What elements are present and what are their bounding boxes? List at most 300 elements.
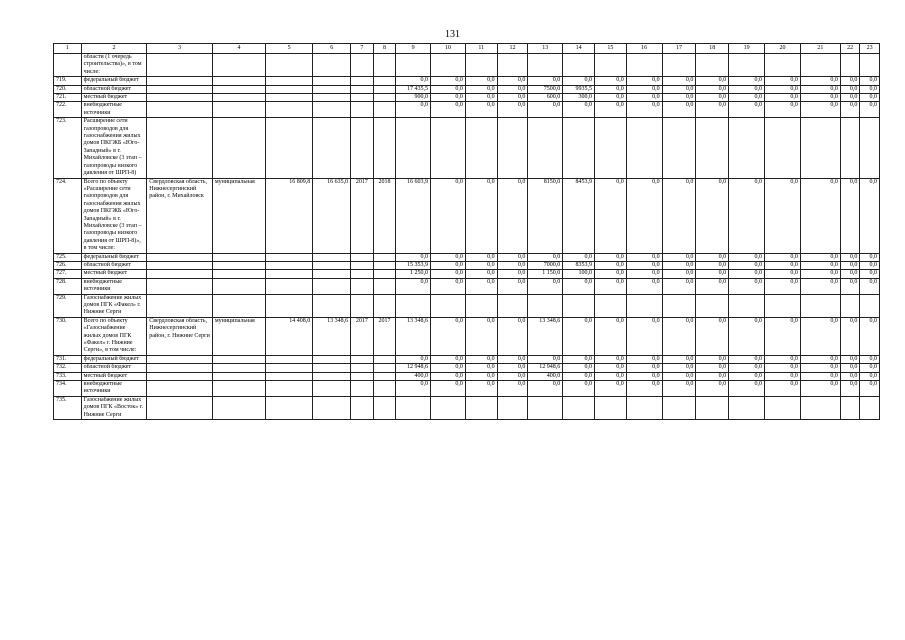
ownership-cell: муниципальная xyxy=(212,317,265,355)
column-header: 12 xyxy=(497,44,528,54)
amount-cell: 0,0 xyxy=(465,278,497,294)
amount-cell: 900,0 xyxy=(396,94,431,102)
amount-cell: 0,0 xyxy=(497,270,528,278)
amount-cell xyxy=(431,396,466,419)
end-year-cell xyxy=(373,54,396,77)
ownership-cell xyxy=(212,278,265,294)
amount-cell: 0,0 xyxy=(497,278,528,294)
amount-cell: 0,0 xyxy=(431,270,466,278)
name-cell: внебюджетные источники xyxy=(81,381,147,397)
location-cell xyxy=(147,396,213,419)
end-year-cell xyxy=(373,372,396,380)
amount-cell: 13 348,6 xyxy=(396,317,431,355)
amount-cell xyxy=(563,118,595,178)
amount-cell: 0,0 xyxy=(594,372,626,380)
amount-cell: 0,0 xyxy=(626,94,662,102)
amount-cell: 1 250,0 xyxy=(396,270,431,278)
amount-cell: 7500,0 xyxy=(528,85,563,93)
amount-cell: 0,0 xyxy=(594,261,626,269)
amount-cell: 0,0 xyxy=(497,381,528,397)
amount-cell: 0,0 xyxy=(860,278,880,294)
amount-cell: 0,0 xyxy=(860,261,880,269)
amount-cell: 0,0 xyxy=(696,253,729,261)
amount-cell: 0,0 xyxy=(563,372,595,380)
amount-cell xyxy=(594,118,626,178)
column-header: 4 xyxy=(212,44,265,54)
amount-cell: 0,0 xyxy=(860,253,880,261)
amount-cell xyxy=(840,118,859,178)
name-cell: областной бюджет xyxy=(81,364,147,372)
amount-cell: 0,0 xyxy=(800,372,840,380)
amount-cell: 0,0 xyxy=(431,355,466,363)
amount-cell: 0,0 xyxy=(497,364,528,372)
total-cost-cell xyxy=(266,102,313,118)
amount-cell xyxy=(696,54,729,77)
name-cell: федеральный бюджет xyxy=(81,355,147,363)
amount-cell: 0,0 xyxy=(729,178,765,253)
amount-cell: 0,0 xyxy=(800,85,840,93)
amount-cell: 0,0 xyxy=(840,261,859,269)
amount-cell xyxy=(594,396,626,419)
amount-cell: 0,0 xyxy=(431,94,466,102)
ownership-cell xyxy=(212,261,265,269)
amount-cell: 0,0 xyxy=(800,381,840,397)
amount-cell: 12 948,6 xyxy=(528,364,563,372)
end-year-cell: 2018 xyxy=(373,178,396,253)
column-header: 8 xyxy=(373,44,396,54)
amount-cell: 0,0 xyxy=(800,355,840,363)
amount-cell: 0,0 xyxy=(594,355,626,363)
amount-cell: 0,0 xyxy=(662,355,696,363)
table-row xyxy=(54,261,880,269)
amount-cell: 0,0 xyxy=(528,77,563,85)
amount-cell: 0,0 xyxy=(528,355,563,363)
total-cost-cell xyxy=(266,77,313,85)
amount-cell: 0,0 xyxy=(497,372,528,380)
amount-cell: 0,0 xyxy=(860,381,880,397)
column-header: 21 xyxy=(800,44,840,54)
amount-cell: 0,0 xyxy=(626,372,662,380)
ownership-cell xyxy=(212,372,265,380)
amount-cell: 0,0 xyxy=(465,270,497,278)
amount-cell: 0,0 xyxy=(563,253,595,261)
remaining-cost-cell xyxy=(313,294,351,317)
amount-cell: 0,0 xyxy=(662,364,696,372)
amount-cell: 0,0 xyxy=(594,102,626,118)
remaining-cost-cell xyxy=(313,253,351,261)
amount-cell: 0,0 xyxy=(800,270,840,278)
amount-cell: 0,0 xyxy=(626,85,662,93)
table-row xyxy=(54,253,880,261)
ownership-cell xyxy=(212,77,265,85)
amount-cell: 0,0 xyxy=(497,261,528,269)
amount-cell xyxy=(800,118,840,178)
amount-cell: 0,0 xyxy=(465,261,497,269)
table-row xyxy=(54,102,880,118)
amount-cell xyxy=(765,118,801,178)
name-cell: областной бюджет xyxy=(81,85,147,93)
amount-cell: 0,0 xyxy=(626,317,662,355)
amount-cell xyxy=(696,294,729,317)
amount-cell: 0,0 xyxy=(431,77,466,85)
location-cell xyxy=(147,118,213,178)
amount-cell: 0,0 xyxy=(800,364,840,372)
name-cell: местный бюджет xyxy=(81,270,147,278)
amount-cell: 0,0 xyxy=(765,178,801,253)
amount-cell: 0,0 xyxy=(662,94,696,102)
amount-cell: 0,0 xyxy=(729,372,765,380)
location-cell xyxy=(147,261,213,269)
row-number-cell: 725. xyxy=(54,253,82,261)
ownership-cell xyxy=(212,381,265,397)
amount-cell: 0,0 xyxy=(765,355,801,363)
amount-cell: 0,0 xyxy=(765,278,801,294)
amount-cell: 0,0 xyxy=(626,253,662,261)
amount-cell xyxy=(465,54,497,77)
table-row xyxy=(54,118,880,178)
amount-cell: 8353,9 xyxy=(563,261,595,269)
row-number-cell: 723. xyxy=(54,118,82,178)
column-header: 3 xyxy=(147,44,213,54)
amount-cell: 0,0 xyxy=(528,253,563,261)
row-number-cell: 720. xyxy=(54,85,82,93)
total-cost-cell xyxy=(266,381,313,397)
row-number-cell: 724. xyxy=(54,178,82,253)
amount-cell xyxy=(431,294,466,317)
amount-cell: 0,0 xyxy=(563,317,595,355)
ownership-cell xyxy=(212,294,265,317)
amount-cell: 0,0 xyxy=(800,178,840,253)
amount-cell: 0,0 xyxy=(840,355,859,363)
amount-cell: 0,0 xyxy=(696,355,729,363)
amount-cell: 0,0 xyxy=(528,102,563,118)
amount-cell xyxy=(396,294,431,317)
amount-cell: 0,0 xyxy=(840,317,859,355)
amount-cell xyxy=(497,118,528,178)
start-year-cell xyxy=(351,54,374,77)
column-header: 1 xyxy=(54,44,82,54)
amount-cell: 12 948,6 xyxy=(396,364,431,372)
remaining-cost-cell xyxy=(313,381,351,397)
amount-cell: 7000,0 xyxy=(528,261,563,269)
amount-cell xyxy=(528,396,563,419)
amount-cell: 0,0 xyxy=(729,253,765,261)
amount-cell: 0,0 xyxy=(860,317,880,355)
amount-cell xyxy=(563,396,595,419)
location-cell xyxy=(147,54,213,77)
end-year-cell xyxy=(373,355,396,363)
name-cell: области (1 очередь строительства)», в том числе: xyxy=(81,54,147,77)
amount-cell: 0,0 xyxy=(860,355,880,363)
amount-cell: 0,0 xyxy=(626,381,662,397)
ownership-cell: муниципальная xyxy=(212,178,265,253)
amount-cell xyxy=(800,294,840,317)
amount-cell: 0,0 xyxy=(662,102,696,118)
location-cell xyxy=(147,253,213,261)
amount-cell xyxy=(696,118,729,178)
total-cost-cell xyxy=(266,372,313,380)
name-cell: федеральный бюджет xyxy=(81,253,147,261)
amount-cell: 0,0 xyxy=(840,102,859,118)
amount-cell: 0,0 xyxy=(396,102,431,118)
amount-cell: 0,0 xyxy=(594,381,626,397)
amount-cell xyxy=(465,118,497,178)
amount-cell: 16 603,9 xyxy=(396,178,431,253)
amount-cell: 0,0 xyxy=(765,253,801,261)
row-number-cell: 726. xyxy=(54,261,82,269)
table-row xyxy=(54,178,880,253)
amount-cell: 0,0 xyxy=(840,364,859,372)
amount-cell xyxy=(594,294,626,317)
amount-cell: 0,0 xyxy=(594,253,626,261)
amount-cell xyxy=(729,294,765,317)
start-year-cell xyxy=(351,372,374,380)
amount-cell: 0,0 xyxy=(594,85,626,93)
amount-cell: 0,0 xyxy=(840,253,859,261)
amount-cell: 0,0 xyxy=(840,278,859,294)
remaining-cost-cell xyxy=(313,270,351,278)
start-year-cell xyxy=(351,381,374,397)
amount-cell: 0,0 xyxy=(626,102,662,118)
start-year-cell xyxy=(351,396,374,419)
amount-cell: 0,0 xyxy=(800,94,840,102)
table-row xyxy=(54,396,880,419)
name-cell: местный бюджет xyxy=(81,372,147,380)
amount-cell: 0,0 xyxy=(840,381,859,397)
amount-cell xyxy=(729,396,765,419)
amount-cell: 0,0 xyxy=(765,364,801,372)
amount-cell: 0,0 xyxy=(860,372,880,380)
amount-cell: 0,0 xyxy=(465,381,497,397)
end-year-cell xyxy=(373,381,396,397)
amount-cell xyxy=(765,54,801,77)
end-year-cell xyxy=(373,278,396,294)
amount-cell: 0,0 xyxy=(594,178,626,253)
amount-cell xyxy=(528,294,563,317)
amount-cell xyxy=(497,396,528,419)
end-year-cell xyxy=(373,261,396,269)
column-header: 16 xyxy=(626,44,662,54)
amount-cell: 0,0 xyxy=(431,317,466,355)
location-cell: Свердловская область, Нижнесергинский район, г. Нижние Серги xyxy=(147,317,213,355)
amount-cell xyxy=(860,294,880,317)
name-cell: местный бюджет xyxy=(81,94,147,102)
name-cell: Расширение сети газопроводов для газоснабжения жилых домов ПКГЖБ «Юго-Западный» в г. Михайловске (3 этап – газопроводы низкого давления от ШРП-8) xyxy=(81,118,147,178)
amount-cell xyxy=(765,396,801,419)
amount-cell: 0,0 xyxy=(765,77,801,85)
amount-cell xyxy=(765,294,801,317)
amount-cell: 0,0 xyxy=(860,178,880,253)
ownership-cell xyxy=(212,364,265,372)
amount-cell: 0,0 xyxy=(800,102,840,118)
amount-cell: 0,0 xyxy=(465,178,497,253)
ownership-cell xyxy=(212,396,265,419)
amount-cell: 0,0 xyxy=(696,278,729,294)
amount-cell xyxy=(563,294,595,317)
name-cell: Газоснабжение жилых домов ПГК «Факел» г. Нижние Серги xyxy=(81,294,147,317)
row-number-cell: 719. xyxy=(54,77,82,85)
amount-cell: 8150,0 xyxy=(528,178,563,253)
table-row xyxy=(54,364,880,372)
ownership-cell xyxy=(212,270,265,278)
amount-cell: 0,0 xyxy=(662,270,696,278)
start-year-cell: 2017 xyxy=(351,178,374,253)
amount-cell xyxy=(528,54,563,77)
row-number-cell: 734. xyxy=(54,381,82,397)
amount-cell: 0,0 xyxy=(662,372,696,380)
amount-cell xyxy=(840,54,859,77)
amount-cell: 0,0 xyxy=(696,102,729,118)
amount-cell xyxy=(594,54,626,77)
amount-cell: 0,0 xyxy=(662,261,696,269)
amount-cell: 0,0 xyxy=(626,261,662,269)
amount-cell: 0,0 xyxy=(800,278,840,294)
amount-cell: 0,0 xyxy=(729,381,765,397)
location-cell xyxy=(147,77,213,85)
amount-cell xyxy=(840,294,859,317)
amount-cell: 0,0 xyxy=(431,364,466,372)
amount-cell: 0,0 xyxy=(696,381,729,397)
amount-cell: 0,0 xyxy=(696,261,729,269)
name-cell: внебюджетные источники xyxy=(81,278,147,294)
amount-cell: 0,0 xyxy=(840,85,859,93)
start-year-cell xyxy=(351,294,374,317)
amount-cell: 0,0 xyxy=(431,178,466,253)
amount-cell xyxy=(626,396,662,419)
total-cost-cell xyxy=(266,278,313,294)
location-cell: Свердловская область, Нижнесергинский район, г. Михайловск xyxy=(147,178,213,253)
ownership-cell xyxy=(212,253,265,261)
amount-cell: 0,0 xyxy=(662,77,696,85)
amount-cell: 0,0 xyxy=(696,372,729,380)
amount-cell: 0,0 xyxy=(497,94,528,102)
amount-cell: 100,0 xyxy=(563,270,595,278)
remaining-cost-cell xyxy=(313,364,351,372)
ownership-cell xyxy=(212,85,265,93)
amount-cell: 0,0 xyxy=(765,317,801,355)
amount-cell xyxy=(860,118,880,178)
amount-cell: 0,0 xyxy=(465,102,497,118)
amount-cell: 0,0 xyxy=(696,364,729,372)
amount-cell xyxy=(431,54,466,77)
start-year-cell xyxy=(351,94,374,102)
remaining-cost-cell xyxy=(313,54,351,77)
amount-cell: 0,0 xyxy=(626,355,662,363)
amount-cell: 9935,5 xyxy=(563,85,595,93)
amount-cell: 0,0 xyxy=(594,77,626,85)
name-cell: федеральный бюджет xyxy=(81,77,147,85)
total-cost-cell xyxy=(266,270,313,278)
amount-cell xyxy=(626,118,662,178)
amount-cell: 0,0 xyxy=(860,364,880,372)
start-year-cell xyxy=(351,77,374,85)
amount-cell xyxy=(396,54,431,77)
column-header: 19 xyxy=(729,44,765,54)
amount-cell: 400,0 xyxy=(528,372,563,380)
column-header: 9 xyxy=(396,44,431,54)
amount-cell: 0,0 xyxy=(626,270,662,278)
amount-cell: 0,0 xyxy=(729,364,765,372)
amount-cell: 0,0 xyxy=(431,381,466,397)
total-cost-cell xyxy=(266,355,313,363)
location-cell xyxy=(147,355,213,363)
start-year-cell xyxy=(351,118,374,178)
amount-cell: 0,0 xyxy=(662,381,696,397)
amount-cell: 0,0 xyxy=(696,85,729,93)
table-row xyxy=(54,54,880,77)
amount-cell: 0,0 xyxy=(765,94,801,102)
amount-cell: 0,0 xyxy=(765,261,801,269)
amount-cell: 0,0 xyxy=(662,317,696,355)
amount-cell: 0,0 xyxy=(497,77,528,85)
amount-cell: 15 353,9 xyxy=(396,261,431,269)
location-cell xyxy=(147,294,213,317)
amount-cell: 0,0 xyxy=(497,317,528,355)
remaining-cost-cell xyxy=(313,102,351,118)
location-cell xyxy=(147,372,213,380)
amount-cell: 0,0 xyxy=(626,364,662,372)
amount-cell: 0,0 xyxy=(528,278,563,294)
start-year-cell xyxy=(351,261,374,269)
remaining-cost-cell xyxy=(313,85,351,93)
total-cost-cell xyxy=(266,294,313,317)
amount-cell: 0,0 xyxy=(396,278,431,294)
amount-cell: 0,0 xyxy=(729,261,765,269)
amount-cell: 0,0 xyxy=(563,381,595,397)
row-number-cell: 722. xyxy=(54,102,82,118)
end-year-cell: 2017 xyxy=(373,317,396,355)
amount-cell: 0,0 xyxy=(765,381,801,397)
page-number: 131 xyxy=(445,29,460,40)
header-row xyxy=(54,44,880,54)
amount-cell xyxy=(497,54,528,77)
amount-cell: 0,0 xyxy=(465,317,497,355)
amount-cell xyxy=(396,118,431,178)
amount-cell: 0,0 xyxy=(729,270,765,278)
amount-cell xyxy=(840,396,859,419)
start-year-cell xyxy=(351,270,374,278)
amount-cell: 0,0 xyxy=(765,270,801,278)
amount-cell: 0,0 xyxy=(563,355,595,363)
amount-cell: 0,0 xyxy=(396,77,431,85)
amount-cell xyxy=(696,396,729,419)
remaining-cost-cell xyxy=(313,278,351,294)
amount-cell: 0,0 xyxy=(765,102,801,118)
amount-cell: 0,0 xyxy=(840,372,859,380)
column-header: 11 xyxy=(465,44,497,54)
amount-cell: 0,0 xyxy=(729,278,765,294)
amount-cell: 0,0 xyxy=(431,253,466,261)
column-header: 10 xyxy=(431,44,466,54)
amount-cell: 0,0 xyxy=(431,85,466,93)
remaining-cost-cell xyxy=(313,77,351,85)
amount-cell xyxy=(497,294,528,317)
amount-cell: 0,0 xyxy=(729,94,765,102)
amount-cell: 0,0 xyxy=(431,102,466,118)
amount-cell xyxy=(662,54,696,77)
name-cell: Всего по объекту «Газоснабжение жилых домов ПГК «Факел» г. Нижние Серги», в том числе: xyxy=(81,317,147,355)
start-year-cell: 2017 xyxy=(351,317,374,355)
table-row xyxy=(54,355,880,363)
remaining-cost-cell xyxy=(313,372,351,380)
amount-cell: 0,0 xyxy=(465,77,497,85)
amount-cell xyxy=(729,54,765,77)
amount-cell: 0,0 xyxy=(800,261,840,269)
ownership-cell xyxy=(212,54,265,77)
amount-cell xyxy=(431,118,466,178)
amount-cell: 600,0 xyxy=(528,94,563,102)
amount-cell: 1 150,0 xyxy=(528,270,563,278)
